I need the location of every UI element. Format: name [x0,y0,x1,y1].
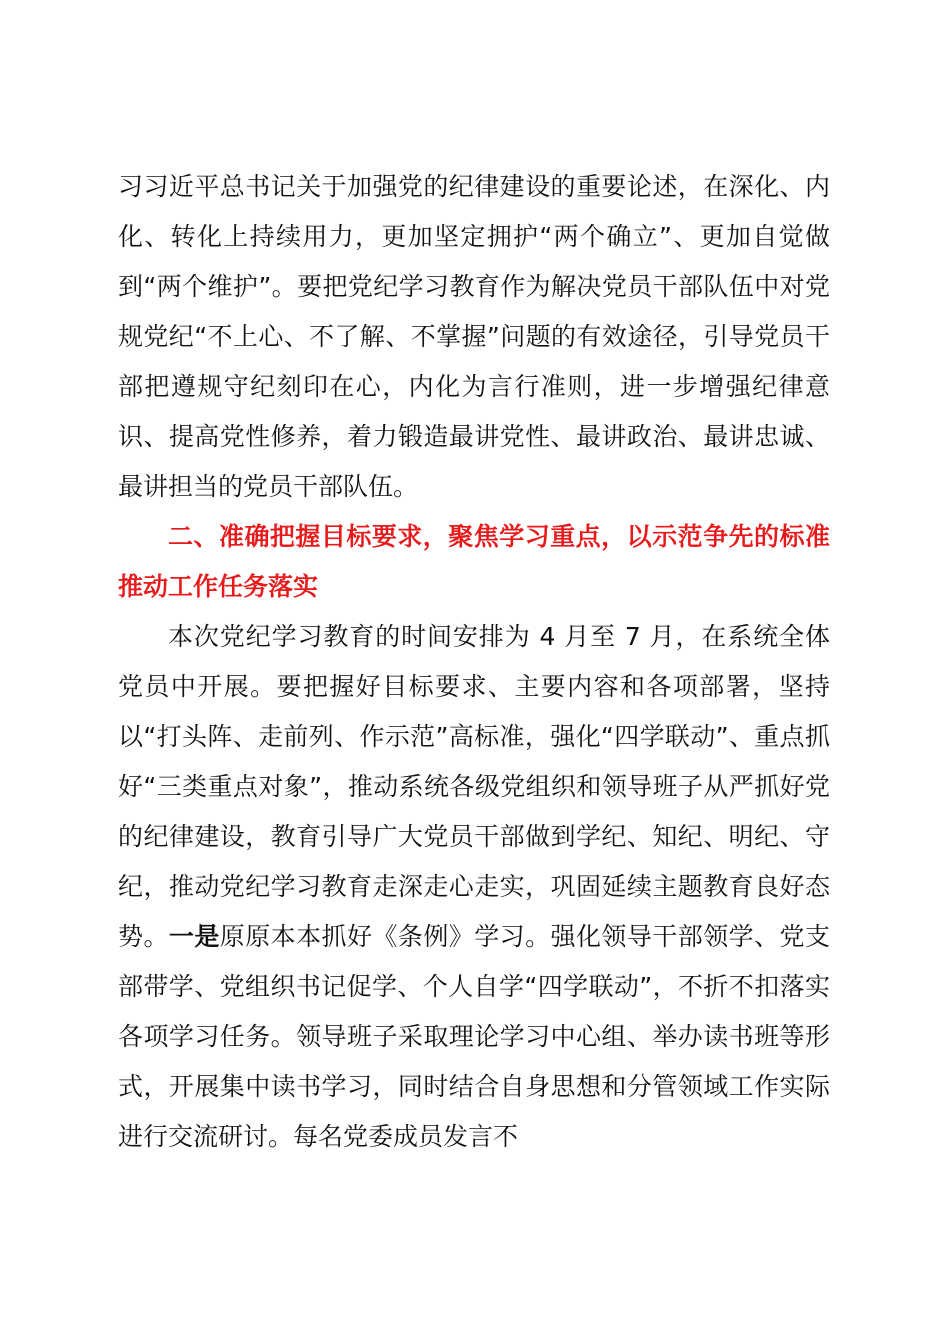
paragraph-2-text-part-1: 本次党纪学习教育的时间安排为 4 月至 7 月，在系统全体党员中开展。要把握好目标要求、主要内容和各项部署，坚持以“打头阵、走前列、作示范”高标准，强化“四学联动”、重点抓好“三类重点对象”，推动系统各级党组织和领导班子从严抓好党的纪律建设，教育引导广大党员干部做到学纪、知纪、明纪、守纪，推动党纪学习教育走深走心走实，巩固延续主题教育良好态势。 [118,622,830,951]
body-paragraph-1: 习习近平总书记关于加强党的纪律建设的重要论述，在深化、内化、转化上持续用力，更加坚定拥护“两个确立”、更加自觉做到“两个维护”。要把党纪学习教育作为解决党员干部队伍中对党规党纪“不上心、不了解、不掌握”问题的有效途径，引导党员干部把遵规守纪刻印在心，内化为言行准则，进一步增强纪律意识、提高党性修养，着力锻造最讲党性、最讲政治、最讲忠诚、最讲担当的党员干部队伍。 [118,172,830,501]
paragraph-2-emphasis: 一是 [168,922,220,951]
body-paragraph-2 [118,612,830,1162]
section-heading-2: 二、准确把握目标要求，聚焦学习重点，以示范争先的标准推动工作任务落实 [118,522,830,601]
paragraph-2-text-part-2: 原原本本抓好《条例》学习。强化领导干部领学、党支部带学、党组织书记促学、个人自学“四学联动”，不折不扣落实各项学习任务。领导班子采取理论学习中心组、举办读书班等形式，开展集中读书学习，同时结合自身思想和分管领域工作实际进行交流研讨。每名党委成员发言不 [118,922,830,1151]
document-page [118,162,830,1162]
